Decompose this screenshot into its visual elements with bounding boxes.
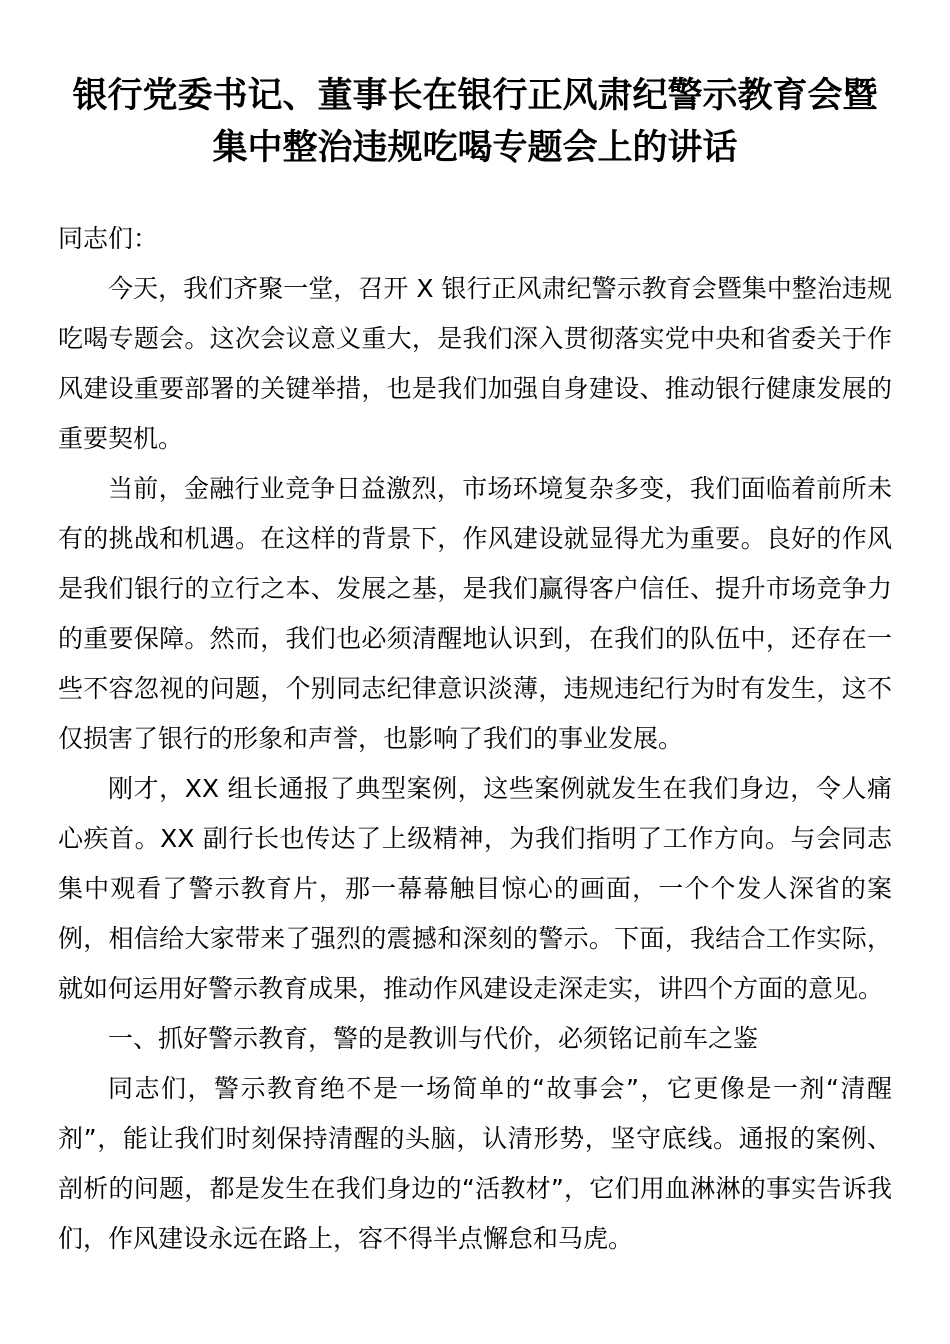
title-line-2: 集中整治违规吃喝专题会上的讲话 <box>212 128 738 168</box>
paragraph-1: 今天，我们齐聚一堂，召开 X 银行正风肃纪警示教育会暨集中整治违规吃喝专题会。这次会议意义重大，是我们深入贯彻落实党中央和省委关于作风建设重要部署的关键举措，也是我们加强自身建设、推动银行健康发展的重要契机。 <box>58 274 892 453</box>
document-body <box>58 214 892 1264</box>
paragraph-2: 当前，金融行业竞争日益激烈，市场环境复杂多变，我们面临着前所未有的挑战和机遇。在这样的背景下，作风建设就显得尤为重要。良好的作风是我们银行的立行之本、发展之基，是我们赢得客户信任、提升市场竞争力的重要保障。然而，我们也必须清醒地认识到，在我们的队伍中，还存在一些不容忽视的问题，个别同志纪律意识淡薄，违规违纪行为时有发生，这不仅损害了银行的形象和声誉，也影响了我们的事业发展。 <box>58 474 892 753</box>
document-title <box>58 70 892 174</box>
section-heading-1: 一、抓好警示教育，警的是教训与代价，必须铭记前车之鉴 <box>108 1024 759 1053</box>
title-line-1: 银行党委书记、董事长在银行正风肃纪警示教育会暨 <box>72 76 878 116</box>
section-1-paragraph: 同志们，警示教育绝不是一场简单的“故事会”，它更像是一剂“清醒剂”，能让我们时刻保持清醒的头脑，认清形势，坚守底线。通报的案例、剖析的问题，都是发生在我们身边的“活教材”，它们用血淋淋的事实告诉我们，作风建设永远在路上，容不得半点懈怠和马虎。 <box>58 1074 892 1253</box>
salutation: 同志们： <box>58 224 159 253</box>
paragraph-3: 刚才，XX 组长通报了典型案例，这些案例就发生在我们身边，令人痛心疾首。XX 副行长也传达了上级精神，为我们指明了工作方向。与会同志集中观看了警示教育片，那一幕幕触目惊心的画面，一个个发人深省的案例，相信给大家带来了强烈的震撼和深刻的警示。下面，我结合工作实际，就如何运用好警示教育成果，推动作风建设走深走实，讲四个方面的意见。 <box>58 774 892 1003</box>
